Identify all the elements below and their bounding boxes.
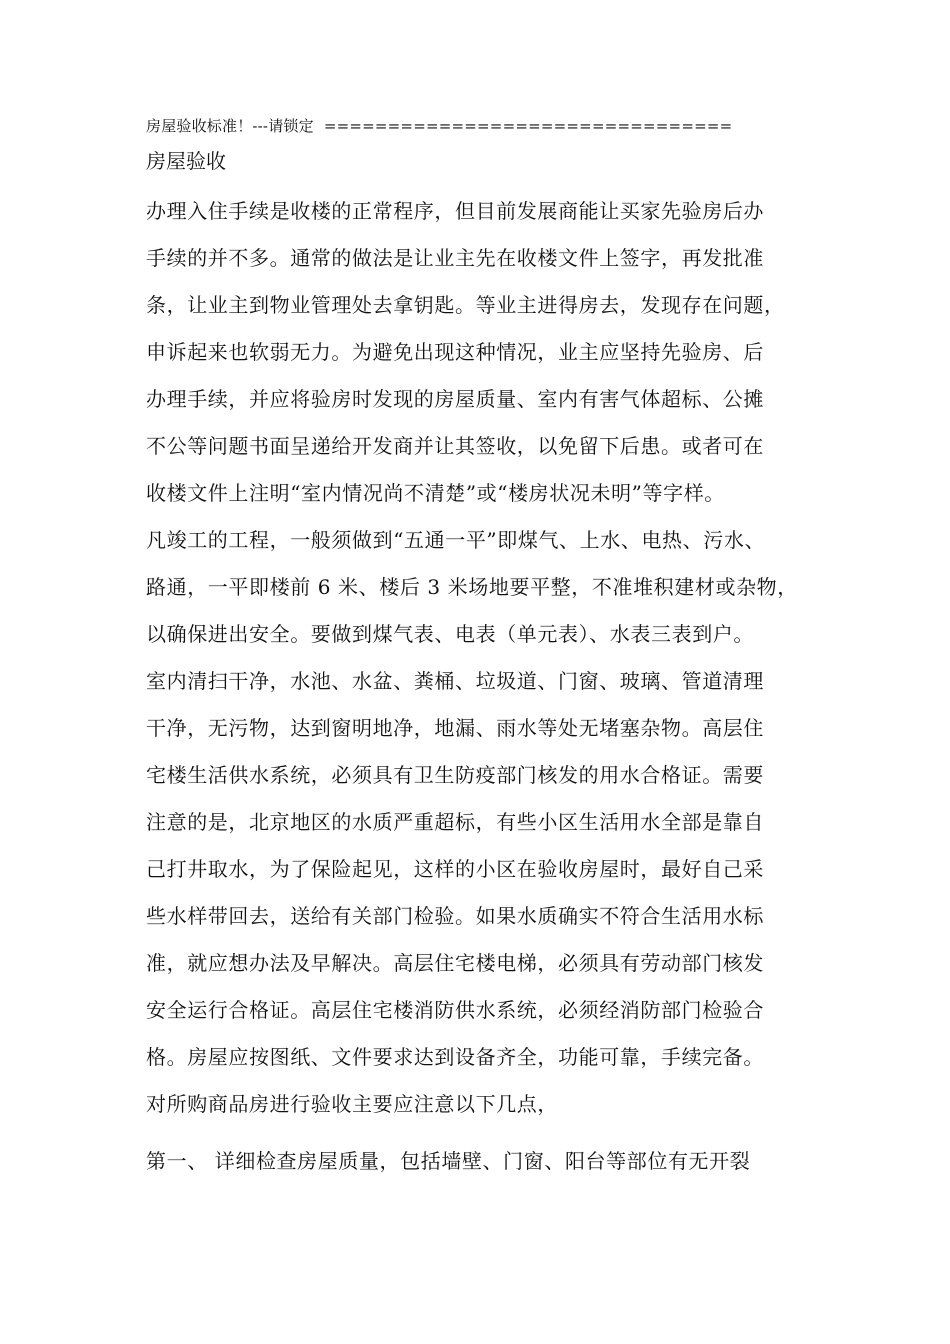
header-separator: ================================ (323, 117, 733, 135)
header-title: 房屋验收标准！---请锁定 (146, 117, 314, 135)
text-line-14: 注意的是，北京地区的水质严重超标，有些小区生活用水全部是靠自 (146, 810, 764, 834)
text-line-13: 宅楼生活供水系统，必须具有卫生防疫部门核发的用水合格证。需要 (146, 763, 764, 787)
document-heading: 房屋验收 (146, 149, 226, 173)
document-header (146, 114, 732, 138)
text-line-9: 路通，一平即楼前 6 米、楼后 3 米场地要平整，不准堆积建材或杂物， (146, 575, 798, 599)
text-line-4: 申诉起来也软弱无力。为避免出现这种情况，业主应坚持先验房、后 (146, 340, 764, 364)
text-line-20: 对所购商品房进行验收主要应注意以下几点， (146, 1092, 558, 1116)
text-line-16: 些水样带回去，送给有关部门检验。如果水质确实不符合生活用水标 (146, 904, 764, 928)
text-line-21: 第一、 详细检查房屋质量，包括墙壁、门窗、阳台等部位有无开裂 (146, 1149, 751, 1173)
text-line-8: 凡竣工的工程，一般须做到“五通一平”即煤气、上水、电热、污水、 (146, 528, 766, 552)
text-line-7: 收楼文件上注明“室内情况尚不清楚”或“楼房状况未明”等字样。 (146, 481, 725, 505)
text-line-1: 办理入住手续是收楼的正常程序，但目前发展商能让买家先验房后办 (146, 199, 764, 223)
text-line-12: 干净，无污物，达到窗明地净，地漏、雨水等处无堵塞杂物。高层住 (146, 716, 764, 740)
text-line-6: 不公等问题书面呈递给开发商并让其签收，以免留下后患。或者可在 (146, 434, 764, 458)
text-line-19: 格。房屋应按图纸、文件要求达到设备齐全，功能可靠，手续完备。 (146, 1045, 764, 1069)
text-line-2: 手续的并不多。通常的做法是让业主先在收楼文件上签字，再发批准 (146, 246, 764, 270)
text-line-11: 室内清扫干净，水池、水盆、粪桶、垃圾道、门窗、玻璃、管道清理 (146, 669, 764, 693)
text-line-3: 条，让业主到物业管理处去拿钥匙。等业主进得房去，发现存在问题， (146, 293, 785, 317)
text-line-5: 办理手续，并应将验房时发现的房屋质量、室内有害气体超标、公摊 (146, 387, 764, 411)
text-line-15: 己打井取水，为了保险起见，这样的小区在验收房屋时，最好自己采 (146, 857, 764, 881)
text-line-17: 准，就应想办法及早解决。高层住宅楼电梯，必须具有劳动部门核发 (146, 951, 764, 975)
text-line-18: 安全运行合格证。高层住宅楼消防供水系统，必须经消防部门检验合 (146, 998, 764, 1022)
text-line-10: 以确保进出安全。要做到煤气表、电表（单元表）、水表三表到户。 (146, 622, 754, 646)
